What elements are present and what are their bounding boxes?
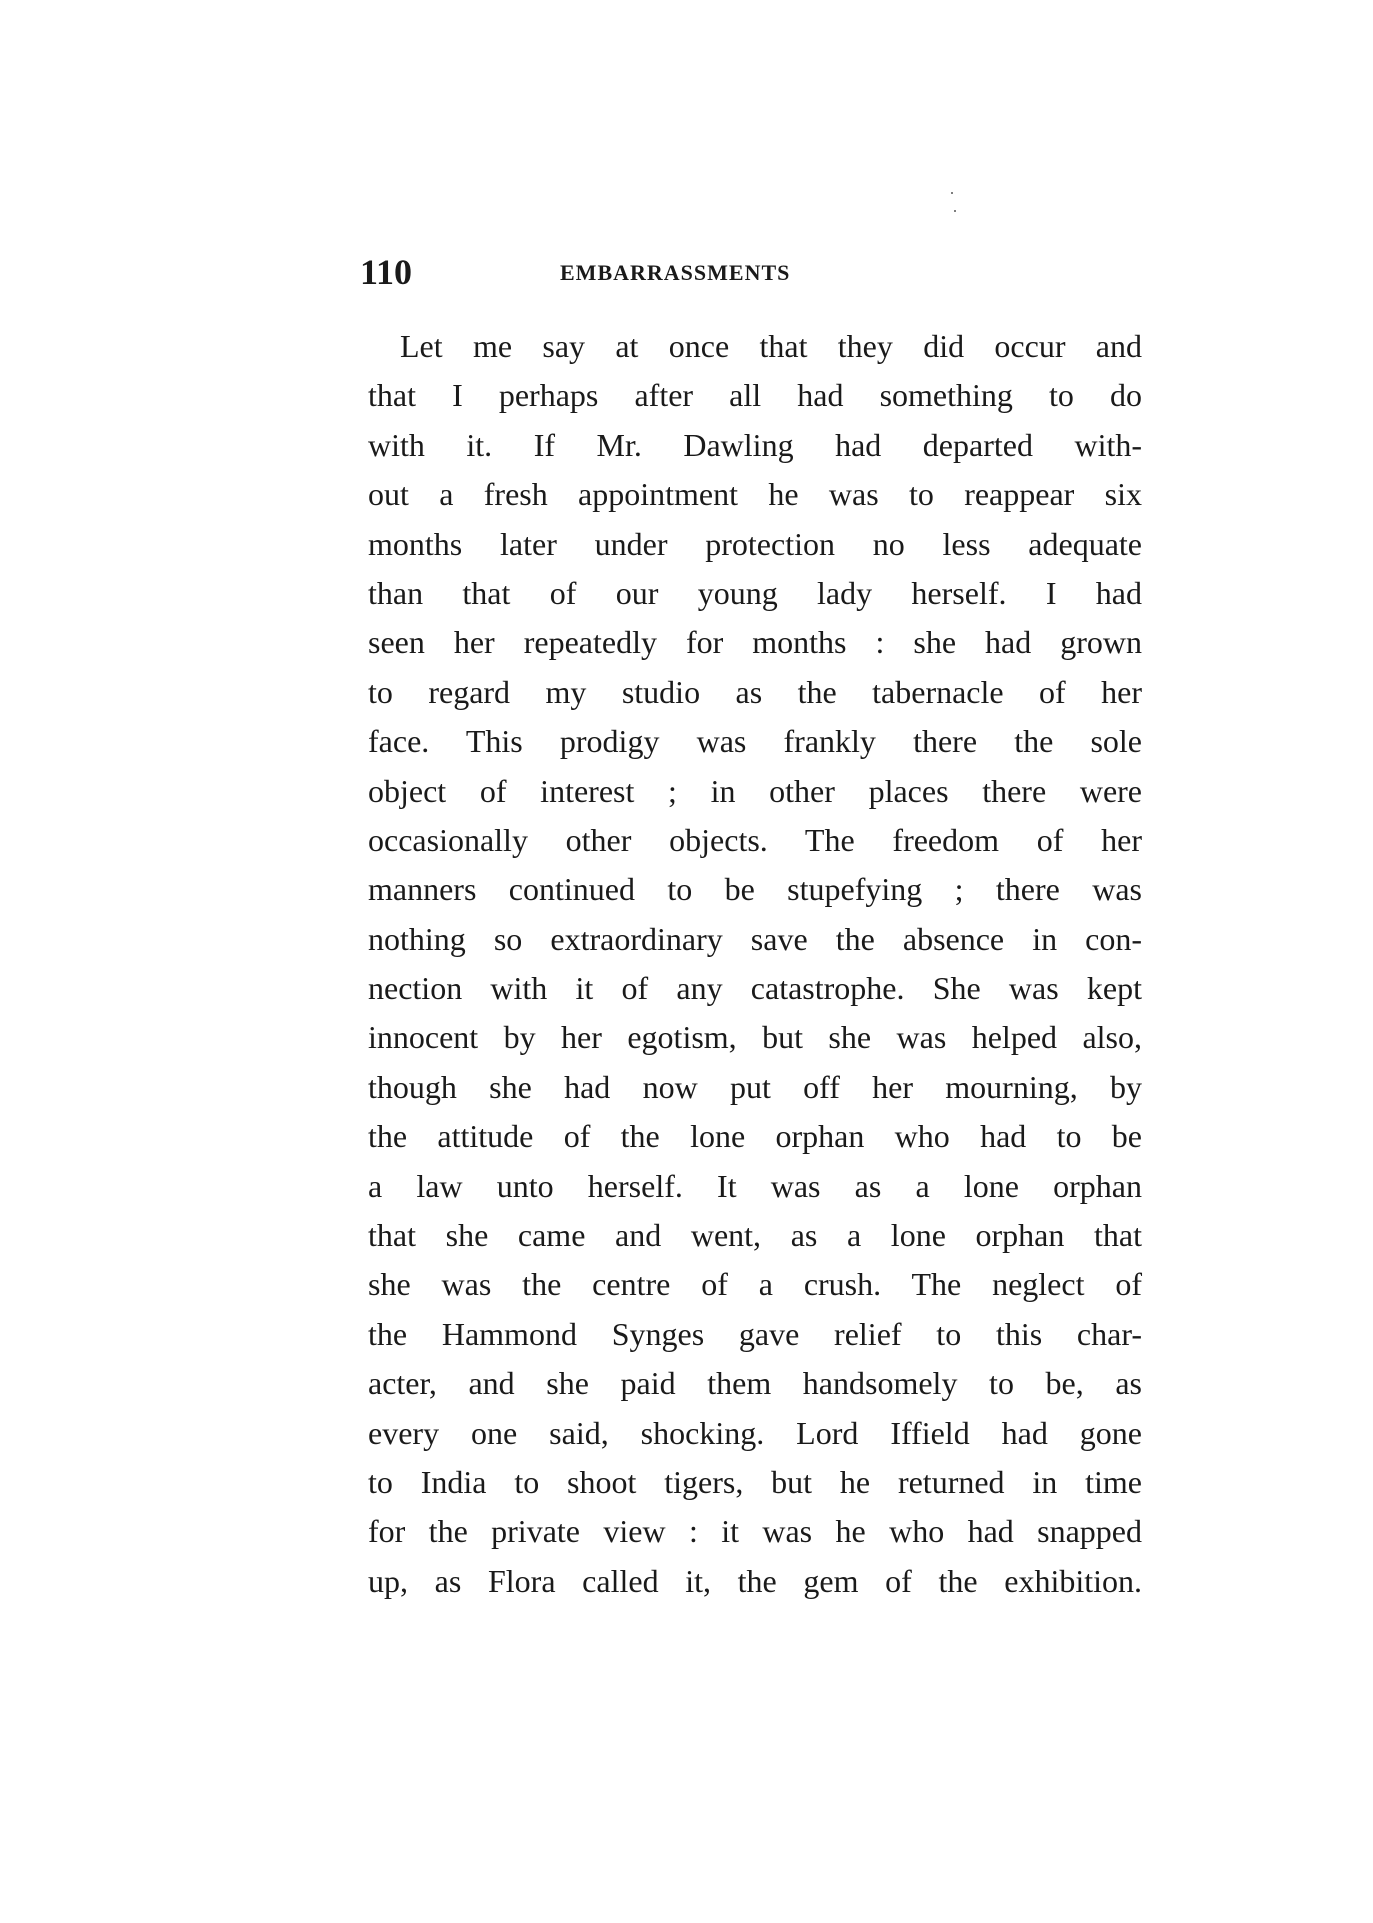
scan-speck [954,210,956,212]
text-line: manners continued to be stupefying ; there was [368,871,1142,908]
text-line: she was the centre of a crush. The neglect of [368,1266,1142,1303]
text-line: that I perhaps after all had something to do [368,377,1142,414]
text-line: every one said, shocking. Lord Iffield had gone [368,1414,1142,1451]
text-line: Let me say at once that they did occur and [400,328,1142,364]
text-line: object of interest ; in other places there were [368,772,1142,809]
scan-speck [951,192,953,194]
text-line: to India to shoot tigers, but he returned in time [368,1463,1142,1500]
text-line: with it. If Mr. Dawling had departed with- [368,426,1142,463]
text-line: for the private view : it was he who had snapped [368,1513,1142,1550]
text-line: to regard my studio as the tabernacle of her [368,673,1142,710]
text-line: that she came and went, as a lone orphan that [368,1217,1142,1254]
text-line: though she had now put off her mourning, by [368,1068,1142,1105]
text-line: a law unto herself. It was as a lone orphan [368,1167,1142,1204]
text-line: out a fresh appointment he was to reappear six [368,476,1142,513]
text-line: the Hammond Synges gave relief to this char- [368,1315,1142,1352]
text-line: nection with it of any catastrophe. She was kept [368,970,1142,1007]
running-head [360,252,1140,292]
text-line: face. This prodigy was frankly there the sole [368,723,1142,760]
text-line: months later under protection no less adequate [368,525,1142,562]
text-line: up, as Flora called it, the gem of the exhibition. [368,1562,1142,1599]
text-line: innocent by her egotism, but she was helped also, [368,1019,1142,1056]
text-line: occasionally other objects. The freedom of her [368,821,1142,858]
text-line: nothing so extraordinary save the absence in con- [368,920,1142,957]
body-text [368,322,1142,1606]
text-line: than that of our young lady herself. I had [368,574,1142,611]
page-number: 110 [360,252,413,292]
text-line: acter, and she paid them handsomely to be, as [368,1365,1142,1402]
text-line: the attitude of the lone orphan who had to be [368,1118,1142,1155]
running-title: EMBARRASSMENTS [560,260,791,285]
text-line: seen her repeatedly for months : she had grown [368,624,1142,661]
